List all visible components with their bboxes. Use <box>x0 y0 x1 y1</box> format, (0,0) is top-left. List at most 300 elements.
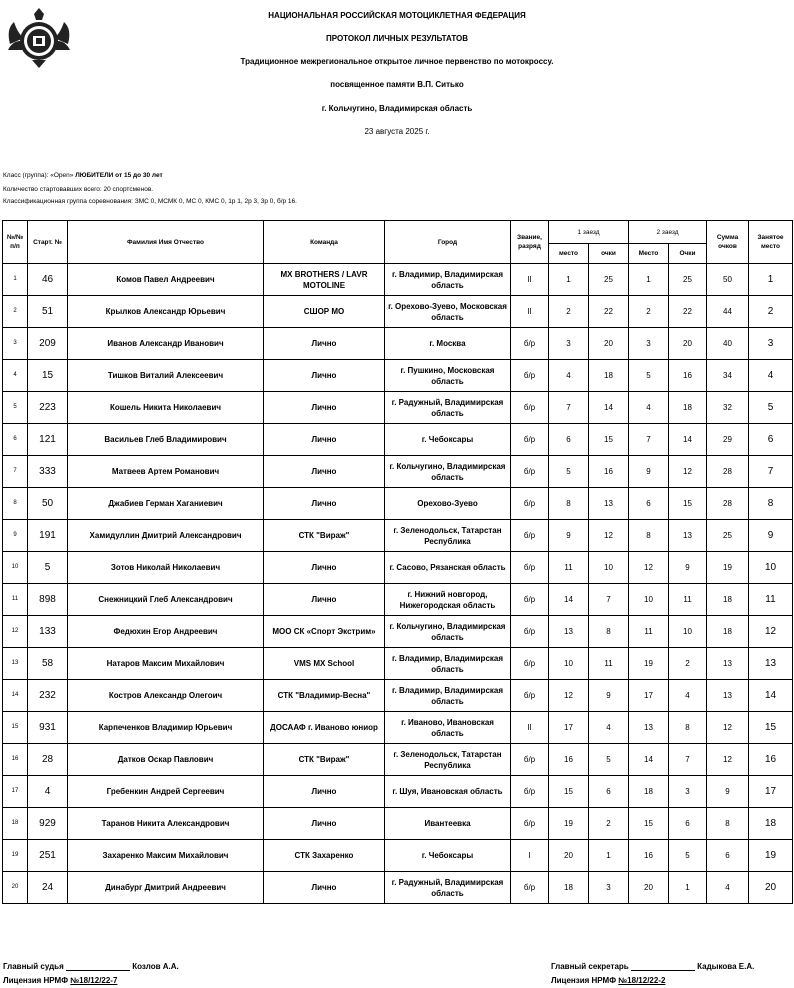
team-name: MX BROTHERS / LAVR MOTOLINE <box>264 264 385 296</box>
rank: б/р <box>511 744 549 776</box>
race2-place: 17 <box>629 680 669 712</box>
judge-name: Козлов А.А. <box>132 962 179 971</box>
race2-place: 18 <box>629 776 669 808</box>
city-name: г. Пушкино, Московская область <box>385 360 511 392</box>
start-number: 28 <box>28 744 68 776</box>
table-row <box>3 744 793 776</box>
start-number: 929 <box>28 808 68 840</box>
race1-place: 18 <box>549 872 589 904</box>
race1-points: 6 <box>589 776 629 808</box>
city-name: г. Орехово-Зуево, Московская область <box>385 296 511 328</box>
start-number: 333 <box>28 456 68 488</box>
race1-points: 9 <box>589 680 629 712</box>
results-table <box>2 220 793 904</box>
team-name: Лично <box>264 552 385 584</box>
rider-name: Зотов Николай Николаевич <box>68 552 264 584</box>
race1-place: 3 <box>549 328 589 360</box>
final-place: 2 <box>749 296 793 328</box>
rank: б/р <box>511 520 549 552</box>
points-sum: 44 <box>707 296 749 328</box>
table-row <box>3 360 793 392</box>
race2-points: 14 <box>669 424 707 456</box>
race1-place: 12 <box>549 680 589 712</box>
header-race2-place: Место <box>629 244 669 264</box>
rider-name: Иванов Александр Иванович <box>68 328 264 360</box>
team-name: СТК "Вираж" <box>264 520 385 552</box>
city-name: г. Чебоксары <box>385 840 511 872</box>
secretary-signature-line <box>631 962 695 971</box>
row-number: 6 <box>3 424 28 456</box>
rank: б/р <box>511 648 549 680</box>
final-place: 1 <box>749 264 793 296</box>
team-name: Лично <box>264 776 385 808</box>
points-sum: 18 <box>707 584 749 616</box>
row-number: 3 <box>3 328 28 360</box>
org-name: НАЦИОНАЛЬНАЯ РОССИЙСКАЯ МОТОЦИКЛЕТНАЯ ФЕДЕРАЦИЯ <box>268 11 526 20</box>
start-number: 58 <box>28 648 68 680</box>
rider-name: Гребенкин Андрей Сергеевич <box>68 776 264 808</box>
row-number: 13 <box>3 648 28 680</box>
rank: II <box>511 296 549 328</box>
city-name: г. Зеленодольск, Татарстан Республика <box>385 744 511 776</box>
city-name: г. Сасово, Рязанская область <box>385 552 511 584</box>
race2-points: 22 <box>669 296 707 328</box>
race2-points: 6 <box>669 808 707 840</box>
row-number: 18 <box>3 808 28 840</box>
rank: б/р <box>511 552 549 584</box>
final-place: 9 <box>749 520 793 552</box>
rider-name: Тишков Виталий Алексеевич <box>68 360 264 392</box>
race1-place: 17 <box>549 712 589 744</box>
class-info <box>3 172 163 179</box>
race1-points: 14 <box>589 392 629 424</box>
race2-points: 25 <box>669 264 707 296</box>
table-row <box>3 456 793 488</box>
rider-name: Датков Оскар Павлович <box>68 744 264 776</box>
event-dedication: посвященное памяти В.П. Ситько <box>330 80 464 89</box>
class-prefix: Класс (группа): «Open» <box>3 172 76 179</box>
table-row <box>3 424 793 456</box>
header-start: Старт. № <box>28 221 68 264</box>
race1-points: 8 <box>589 616 629 648</box>
final-place: 3 <box>749 328 793 360</box>
rank: б/р <box>511 328 549 360</box>
race1-points: 7 <box>589 584 629 616</box>
final-place: 15 <box>749 712 793 744</box>
city-name: Орехово-Зуево <box>385 488 511 520</box>
secretary-name: Кадыкова Е.А. <box>697 962 755 971</box>
table-row <box>3 680 793 712</box>
table-row <box>3 712 793 744</box>
race2-place: 16 <box>629 840 669 872</box>
row-number: 5 <box>3 392 28 424</box>
row-number: 10 <box>3 552 28 584</box>
race2-place: 14 <box>629 744 669 776</box>
race1-place: 14 <box>549 584 589 616</box>
points-sum: 12 <box>707 744 749 776</box>
city-name: г. Нижний новгород, Нижегородская область <box>385 584 511 616</box>
secretary-license-label: Лицензия НРМФ <box>551 976 619 985</box>
race2-place: 4 <box>629 392 669 424</box>
race1-points: 15 <box>589 424 629 456</box>
race1-place: 20 <box>549 840 589 872</box>
start-number: 223 <box>28 392 68 424</box>
race2-points: 16 <box>669 360 707 392</box>
row-number: 9 <box>3 520 28 552</box>
team-name: Лично <box>264 392 385 424</box>
header-race1: 1 заезд <box>549 221 629 244</box>
points-sum: 29 <box>707 424 749 456</box>
city-name: г. Шуя, Ивановская область <box>385 776 511 808</box>
table-row <box>3 392 793 424</box>
points-sum: 50 <box>707 264 749 296</box>
final-place: 12 <box>749 616 793 648</box>
final-place: 16 <box>749 744 793 776</box>
final-place: 6 <box>749 424 793 456</box>
city-name: г. Владимир, Владимирская область <box>385 264 511 296</box>
race2-place: 9 <box>629 456 669 488</box>
race2-place: 5 <box>629 360 669 392</box>
start-number: 251 <box>28 840 68 872</box>
start-number: 898 <box>28 584 68 616</box>
start-number: 46 <box>28 264 68 296</box>
table-row <box>3 648 793 680</box>
rank: I <box>511 840 549 872</box>
judge-license-number: №18/12/22-7 <box>70 976 118 985</box>
rank: б/р <box>511 776 549 808</box>
header-race2: 2 заезд <box>629 221 707 244</box>
rank: б/р <box>511 584 549 616</box>
row-number: 4 <box>3 360 28 392</box>
city-name: г. Кольчугино, Владимирская область <box>385 456 511 488</box>
final-place: 17 <box>749 776 793 808</box>
points-sum: 32 <box>707 392 749 424</box>
team-name: Лично <box>264 488 385 520</box>
race1-points: 1 <box>589 840 629 872</box>
rider-name: Васильев Глеб Владимирович <box>68 424 264 456</box>
race2-points: 18 <box>669 392 707 424</box>
points-sum: 40 <box>707 328 749 360</box>
race2-points: 9 <box>669 552 707 584</box>
race2-place: 12 <box>629 552 669 584</box>
race1-place: 1 <box>549 264 589 296</box>
row-number: 1 <box>3 264 28 296</box>
rider-name: Крылков Александр Юрьевич <box>68 296 264 328</box>
race2-points: 20 <box>669 328 707 360</box>
race2-points: 5 <box>669 840 707 872</box>
race1-points: 16 <box>589 456 629 488</box>
doc-title: ПРОТОКОЛ ЛИЧНЫХ РЕЗУЛЬТАТОВ <box>325 34 469 43</box>
start-number: 133 <box>28 616 68 648</box>
header-place: Занятое место <box>749 221 793 264</box>
points-sum: 4 <box>707 872 749 904</box>
header-sum: Сумма очков <box>707 221 749 264</box>
start-number: 5 <box>28 552 68 584</box>
header-no: №/№ п/п <box>3 221 28 264</box>
race2-place: 19 <box>629 648 669 680</box>
race2-points: 15 <box>669 488 707 520</box>
secretary-label: Главный секретарь <box>551 962 629 971</box>
race2-points: 8 <box>669 712 707 744</box>
race1-place: 13 <box>549 616 589 648</box>
classification-info: Классификационная группа соревнования: ЗМС 0, МСМК 0, МС 0, КМС 0, 1р 1, 2р 3, 3р 0, б/р 16. <box>3 198 297 205</box>
final-place: 5 <box>749 392 793 424</box>
row-number: 8 <box>3 488 28 520</box>
race1-points: 4 <box>589 712 629 744</box>
rider-name: Натаров Максим Михайлович <box>68 648 264 680</box>
start-number: 931 <box>28 712 68 744</box>
city-name: г. Иваново, Ивановская область <box>385 712 511 744</box>
header-name: Фамилия Имя Отчество <box>68 221 264 264</box>
class-group: ЛЮБИТЕЛИ от 15 до 30 лет <box>75 172 163 179</box>
final-place: 18 <box>749 808 793 840</box>
race1-place: 15 <box>549 776 589 808</box>
race2-points: 4 <box>669 680 707 712</box>
race2-place: 3 <box>629 328 669 360</box>
start-number: 121 <box>28 424 68 456</box>
rider-name: Захаренко Максим Михайлович <box>68 840 264 872</box>
judge-label: Главный судья <box>3 962 64 971</box>
row-number: 20 <box>3 872 28 904</box>
city-name: г. Зеленодольск, Татарстан Республика <box>385 520 511 552</box>
city-name: г. Владимир, Владимирская область <box>385 680 511 712</box>
event-location: г. Кольчугино, Владимирская область <box>321 104 473 113</box>
team-name: СТК Захаренко <box>264 840 385 872</box>
rank: б/р <box>511 808 549 840</box>
race1-points: 5 <box>589 744 629 776</box>
team-name: Лично <box>264 456 385 488</box>
rank: б/р <box>511 456 549 488</box>
event-date: 23 августа 2025 г. <box>364 127 430 136</box>
city-name: г. Москва <box>385 328 511 360</box>
rider-name: Таранов Никита Александрович <box>68 808 264 840</box>
city-name: г. Радужный, Владимирская область <box>385 392 511 424</box>
table-row <box>3 328 793 360</box>
table-row <box>3 488 793 520</box>
rank: б/р <box>511 488 549 520</box>
rank: б/р <box>511 616 549 648</box>
final-place: 10 <box>749 552 793 584</box>
rank: б/р <box>511 680 549 712</box>
race2-points: 12 <box>669 456 707 488</box>
event-title: Традиционное межрегиональное открытое личное первенство по мотокроссу. <box>240 57 554 66</box>
race1-place: 7 <box>549 392 589 424</box>
race2-points: 3 <box>669 776 707 808</box>
rider-name: Джабиев Герман Хаганиевич <box>68 488 264 520</box>
points-sum: 28 <box>707 488 749 520</box>
header-city: Город <box>385 221 511 264</box>
race2-points: 7 <box>669 744 707 776</box>
rank: II <box>511 712 549 744</box>
race2-place: 13 <box>629 712 669 744</box>
row-number: 14 <box>3 680 28 712</box>
race1-place: 5 <box>549 456 589 488</box>
rider-name: Карпеченков Владимир Юрьевич <box>68 712 264 744</box>
final-place: 11 <box>749 584 793 616</box>
points-sum: 13 <box>707 680 749 712</box>
race1-place: 8 <box>549 488 589 520</box>
header-race2-points: Очки <box>669 244 707 264</box>
rank: б/р <box>511 360 549 392</box>
race1-place: 11 <box>549 552 589 584</box>
race2-points: 11 <box>669 584 707 616</box>
rank: II <box>511 264 549 296</box>
final-place: 20 <box>749 872 793 904</box>
race1-points: 12 <box>589 520 629 552</box>
race2-points: 2 <box>669 648 707 680</box>
points-sum: 6 <box>707 840 749 872</box>
points-sum: 9 <box>707 776 749 808</box>
table-row <box>3 776 793 808</box>
race2-place: 2 <box>629 296 669 328</box>
header-team: Команда <box>264 221 385 264</box>
team-name: Лично <box>264 360 385 392</box>
race2-place: 7 <box>629 424 669 456</box>
row-number: 15 <box>3 712 28 744</box>
start-number: 15 <box>28 360 68 392</box>
points-sum: 34 <box>707 360 749 392</box>
start-number: 4 <box>28 776 68 808</box>
team-name: СТК "Владимир-Весна" <box>264 680 385 712</box>
race1-place: 9 <box>549 520 589 552</box>
race2-place: 6 <box>629 488 669 520</box>
race2-place: 1 <box>629 264 669 296</box>
race1-points: 18 <box>589 360 629 392</box>
rider-name: Кошель Никита Николаевич <box>68 392 264 424</box>
race1-points: 3 <box>589 872 629 904</box>
race1-points: 13 <box>589 488 629 520</box>
rider-name: Хамидуллин Дмитрий Александрович <box>68 520 264 552</box>
start-number: 209 <box>28 328 68 360</box>
table-row <box>3 616 793 648</box>
race1-points: 11 <box>589 648 629 680</box>
final-place: 8 <box>749 488 793 520</box>
race1-place: 4 <box>549 360 589 392</box>
final-place: 7 <box>749 456 793 488</box>
team-name: СТК "Вираж" <box>264 744 385 776</box>
final-place: 19 <box>749 840 793 872</box>
points-sum: 19 <box>707 552 749 584</box>
rider-name: Матвеев Артем Романович <box>68 456 264 488</box>
race2-points: 10 <box>669 616 707 648</box>
rank: б/р <box>511 392 549 424</box>
table-row <box>3 840 793 872</box>
row-number: 2 <box>3 296 28 328</box>
start-number: 24 <box>28 872 68 904</box>
table-row <box>3 552 793 584</box>
header-race1-place: место <box>549 244 589 264</box>
header-race1-points: очки <box>589 244 629 264</box>
rider-name: Снежницкий Глеб Александрович <box>68 584 264 616</box>
rider-name: Динабург Дмитрий Андреевич <box>68 872 264 904</box>
team-name: VMS MX School <box>264 648 385 680</box>
secretary-license-number: №18/12/22-2 <box>618 976 666 985</box>
race1-points: 2 <box>589 808 629 840</box>
city-name: г. Кольчугино, Владимирская область <box>385 616 511 648</box>
race1-place: 16 <box>549 744 589 776</box>
race1-place: 2 <box>549 296 589 328</box>
start-number: 191 <box>28 520 68 552</box>
race2-points: 13 <box>669 520 707 552</box>
table-row <box>3 264 793 296</box>
race1-points: 20 <box>589 328 629 360</box>
row-number: 7 <box>3 456 28 488</box>
table-row <box>3 872 793 904</box>
team-name: Лично <box>264 328 385 360</box>
race2-points: 1 <box>669 872 707 904</box>
secretary-signature <box>551 962 754 971</box>
city-name: г. Радужный, Владимирская область <box>385 872 511 904</box>
row-number: 19 <box>3 840 28 872</box>
start-number: 51 <box>28 296 68 328</box>
points-sum: 8 <box>707 808 749 840</box>
team-name: Лично <box>264 584 385 616</box>
rider-name: Комов Павел Андреевич <box>68 264 264 296</box>
race1-points: 25 <box>589 264 629 296</box>
team-name: Лично <box>264 424 385 456</box>
judge-license <box>3 976 117 985</box>
team-name: ДОСААФ г. Иваново юниор <box>264 712 385 744</box>
points-sum: 18 <box>707 616 749 648</box>
points-sum: 28 <box>707 456 749 488</box>
final-place: 14 <box>749 680 793 712</box>
header-rank: Звание, разряд <box>511 221 549 264</box>
table-row <box>3 584 793 616</box>
row-number: 11 <box>3 584 28 616</box>
rider-name: Федюхин Егор Андреевич <box>68 616 264 648</box>
rank: б/р <box>511 872 549 904</box>
team-name: Лично <box>264 808 385 840</box>
row-number: 12 <box>3 616 28 648</box>
team-name: Лично <box>264 872 385 904</box>
rider-name: Костров Александр Олегоич <box>68 680 264 712</box>
race2-place: 15 <box>629 808 669 840</box>
rank: б/р <box>511 424 549 456</box>
city-name: г. Чебоксары <box>385 424 511 456</box>
final-place: 4 <box>749 360 793 392</box>
race1-place: 19 <box>549 808 589 840</box>
table-row <box>3 296 793 328</box>
points-sum: 25 <box>707 520 749 552</box>
race2-place: 10 <box>629 584 669 616</box>
starters-info: Количество стартовавших всего: 20 спортсменов. <box>3 186 154 193</box>
points-sum: 13 <box>707 648 749 680</box>
final-place: 13 <box>749 648 793 680</box>
points-sum: 12 <box>707 712 749 744</box>
city-name: Ивантеевка <box>385 808 511 840</box>
race1-points: 10 <box>589 552 629 584</box>
start-number: 232 <box>28 680 68 712</box>
start-number: 50 <box>28 488 68 520</box>
race2-place: 20 <box>629 872 669 904</box>
table-row <box>3 520 793 552</box>
team-name: МОО СК «Спорт Экстрим» <box>264 616 385 648</box>
team-name: СШОР МО <box>264 296 385 328</box>
table-row <box>3 808 793 840</box>
judge-license-label: Лицензия НРМФ <box>3 976 71 985</box>
secretary-license <box>551 976 665 985</box>
race2-place: 8 <box>629 520 669 552</box>
row-number: 16 <box>3 744 28 776</box>
race1-place: 6 <box>549 424 589 456</box>
city-name: г. Владимир, Владимирская область <box>385 648 511 680</box>
race1-points: 22 <box>589 296 629 328</box>
race1-place: 10 <box>549 648 589 680</box>
row-number: 17 <box>3 776 28 808</box>
judge-signature-line <box>66 962 130 971</box>
race2-place: 11 <box>629 616 669 648</box>
judge-signature <box>3 962 179 971</box>
